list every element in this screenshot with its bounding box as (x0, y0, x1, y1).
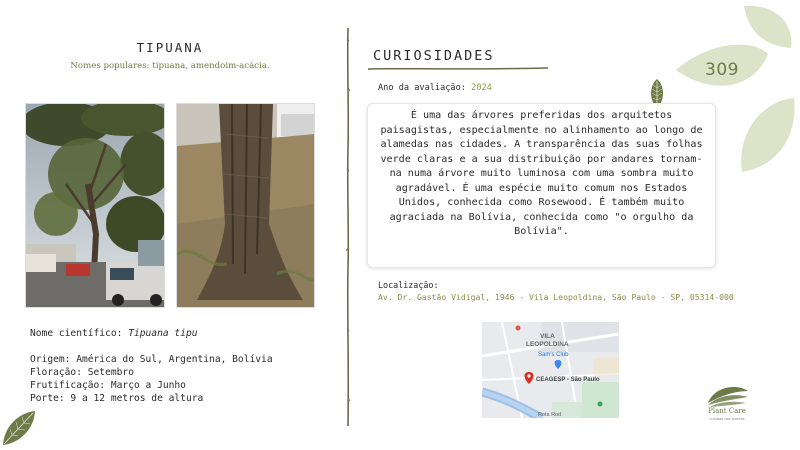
description-card (367, 103, 716, 268)
brand-name: Plant Care (708, 407, 746, 415)
size-text: Porte: 9 a 12 metros de altura (30, 393, 204, 404)
location-address: Av. Dr. Gastão Vidigal, 1946 - Vila Leopoldina, São Paulo - SP, 05314-000 (378, 292, 734, 302)
popular-names: Nomes populares: tipuana, amendoim-acácia. (70, 61, 270, 71)
curiosities-title: CURIOSIDADES (373, 48, 495, 64)
species-title: TIPUANA (136, 40, 204, 55)
leaf-icon-bottom (0, 405, 38, 447)
page-number: 309 (705, 60, 739, 80)
title-underline (368, 66, 548, 72)
map-poi-small-icon (598, 402, 603, 407)
leaf-bottom-shape (741, 98, 794, 172)
evaluation-year (378, 83, 492, 93)
fruiting-text: Frutificação: Março a Junho (30, 380, 186, 391)
origin-text: Origem: América do Sul, Argentina, Bolívia (30, 354, 273, 365)
evaluation-year-value: 2024 (471, 83, 492, 93)
map-area-label-2: LEOPOLDINA (526, 341, 569, 348)
map-poi-store-icon (516, 326, 521, 331)
location-label: Localização: (378, 280, 439, 290)
brand-tagline: cuidado das plantas (709, 417, 745, 421)
trunk-photo (176, 103, 315, 308)
evaluation-year-label: Ano da avaliação: (378, 83, 466, 93)
scientific-name-label: Nome científico: (30, 328, 123, 339)
scientific-name-value: Tipuana tipu (128, 328, 198, 339)
map-poi-store: Sam's Club (538, 352, 569, 358)
map-area-label-1: VILA (540, 333, 555, 340)
vertical-divider (344, 28, 352, 426)
description-text: É uma das árvores preferidas dos arquitetos paisagistas, especialmente no alinhamento ao longo de alamedas nas cidades. A transparência das suas folhas verde claras e a sua distribuição por andares tornam-na numa árvore muito luminosa com uma sombra muito agradável. É uma espécie muito comum nos Estados Unidos, conhecida como Rosewood. É também muito agraciada na Bolívia, conhecida como "o orgulho da Bolívia". (380, 110, 703, 237)
map-poi-bottom: Rota Rod (538, 412, 562, 418)
leaf-top-shape (744, 6, 791, 48)
map-poi-main: CEAGESP - São Paulo (536, 377, 600, 383)
flowering-text: Floração: Setembro (30, 367, 134, 378)
tree-photo (25, 103, 165, 308)
scientific-name (30, 328, 198, 339)
location-map[interactable] (482, 322, 619, 418)
